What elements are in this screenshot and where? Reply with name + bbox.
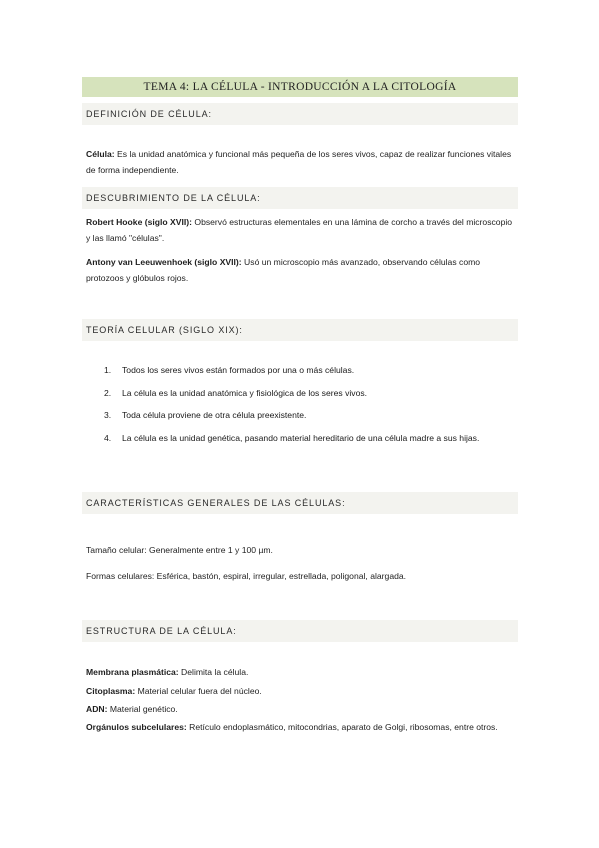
heading-teoria: TEORÍA CELULAR (SIGLO XIX): (82, 319, 518, 341)
estructura-adn (86, 702, 518, 718)
list-number: 2. (104, 387, 112, 398)
citoplasma-term: Citoplasma: (86, 686, 136, 696)
definicion-paragraph (86, 147, 518, 178)
hooke-term: Robert Hooke (siglo XVII): (86, 217, 192, 227)
list-number: 4. (104, 432, 112, 443)
definicion-text: Es la unidad anatómica y funcional más pequeña de los seres vivos, capaz de realizar funciones vitales de forma independiente. (86, 149, 512, 175)
descubrimiento-leeuwenhoek (86, 255, 518, 286)
list-text: La célula es la unidad anatómica y fisiológica de los seres vivos. (122, 387, 368, 398)
adn-text: Material genético. (107, 704, 178, 714)
membrana-term: Membrana plasmática: (86, 667, 179, 677)
adn-term: ADN: (86, 704, 108, 714)
caracteristicas-formas: Formas celulares: Esférica, bastón, espiral, irregular, estrellada, poligonal, alargada. (86, 571, 407, 581)
leeuwenhoek-term: Antony van Leeuwenhoek (siglo XVII): (86, 257, 242, 267)
hooke-text: Observó estructuras elementales en una lámina de corcho a través del microscopio y las llamó "células". (86, 217, 513, 243)
descubrimiento-hooke (86, 215, 518, 246)
leeuwenhoek-text: Usó un microscopio más avanzado, observando células como protozoos y glóbulos rojos. (86, 257, 481, 283)
definicion-term: Célula: (86, 149, 115, 159)
heading-descubrimiento: DESCUBRIMIENTO DE LA CÉLULA: (82, 187, 518, 209)
list-text: Todos los seres vivos están formados por una o más células. (122, 365, 355, 375)
membrana-text: Delimita la célula. (178, 667, 249, 677)
list-text: Toda célula proviene de otra célula preexistente. (122, 410, 307, 420)
estructura-membrana (86, 665, 518, 681)
list-item (86, 408, 518, 424)
list-item (86, 386, 518, 402)
list-text: La célula es la unidad genética, pasando material hereditario de una célula madre a sus hijas. (122, 432, 480, 443)
list-number: 3. (104, 410, 112, 420)
list-number: 1. (104, 365, 112, 375)
estructura-organulos (86, 720, 518, 736)
estructura-citoplasma (86, 684, 518, 700)
page-title: TEMA 4: LA CÉLULA - INTRODUCCIÓN A LA CITOLOGÍA (82, 77, 518, 97)
heading-definicion: DEFINICIÓN DE CÉLULA: (82, 103, 518, 125)
citoplasma-text: Material celular fuera del núcleo. (135, 686, 262, 696)
heading-estructura: ESTRUCTURA DE LA CÉLULA: (82, 620, 518, 642)
teoria-list (86, 363, 518, 446)
caracteristicas-tamano: Tamaño celular: Generalmente entre 1 y 100 µm. (86, 545, 273, 555)
organulos-term: Orgánulos subcelulares: (86, 722, 187, 732)
list-item (86, 363, 518, 379)
list-item (86, 431, 518, 447)
heading-caracteristicas: CARACTERÍSTICAS GENERALES DE LAS CÉLULAS: (82, 492, 518, 514)
organulos-text: Retículo endoplasmático, mitocondrias, aparato de Golgi, ribosomas, entre otros. (186, 722, 498, 732)
